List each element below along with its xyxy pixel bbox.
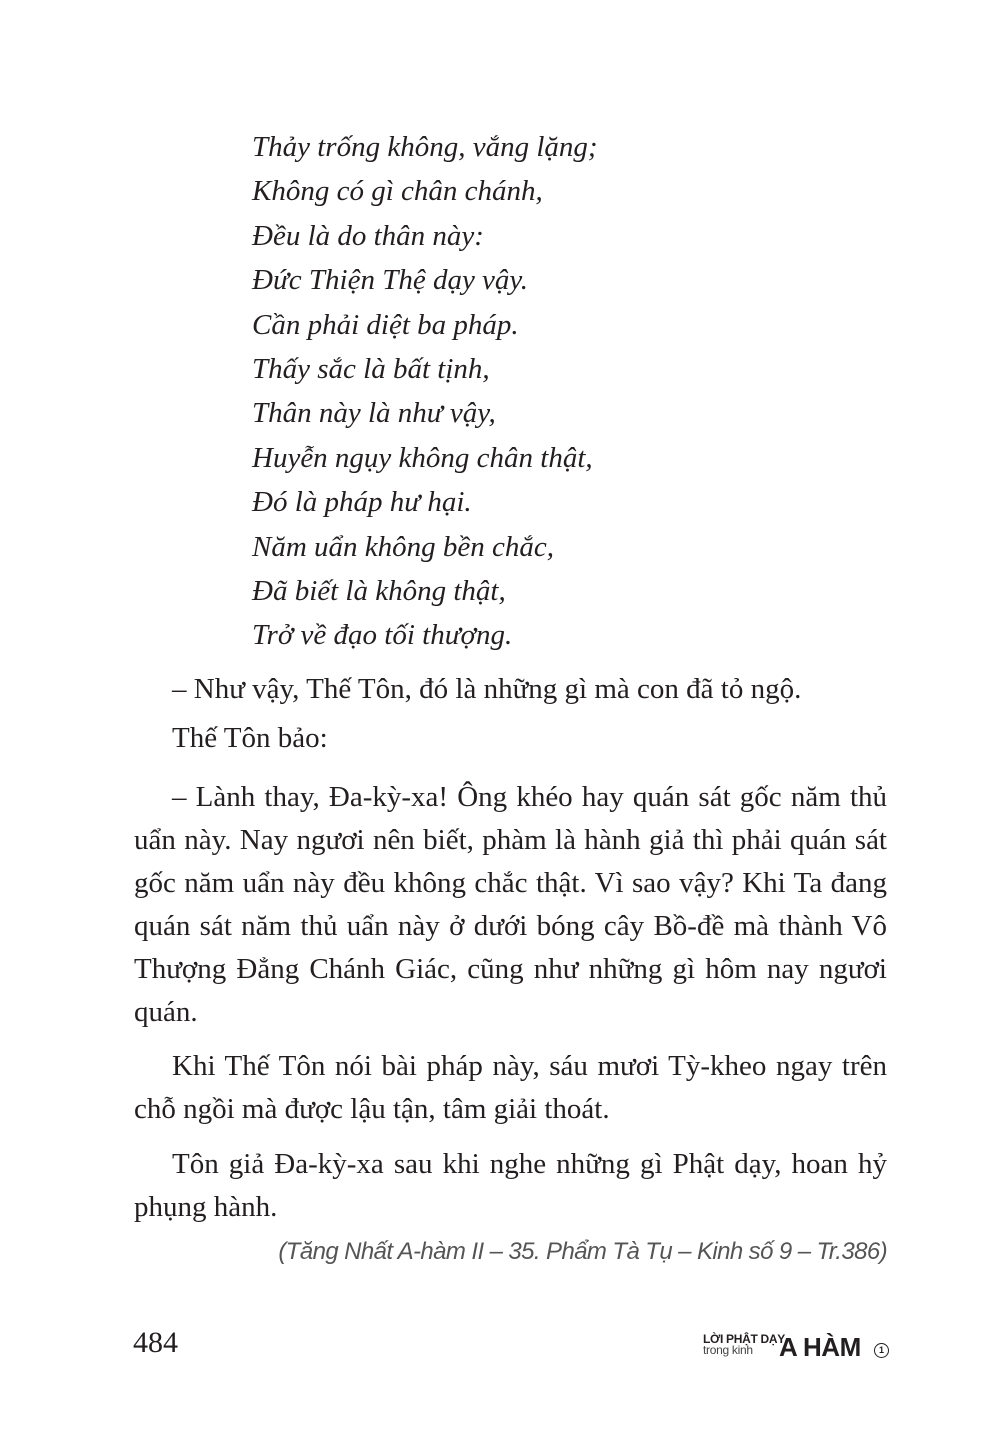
verse-line: Đã biết là không thật, [252,575,506,608]
paragraph-liberation: Khi Thế Tôn nói bài pháp này, sáu mươi Tỳ-kheo ngay trên chỗ ngồi mà được lậu tận, tâm giải thoát. [134,1050,887,1125]
verse-line: Thân này là như vậy, [252,397,496,430]
source-citation: (Tăng Nhất A-hàm II – 35. Phẩm Tà Tụ – Kinh số 9 – Tr.386) [278,1238,887,1265]
verse-line: Đức Thiện Thệ dạy vậy. [252,264,528,297]
verse-line: Năm uẩn không bền chắc, [252,530,555,563]
verse [252,125,598,658]
logo-line-2: trong kinh [703,1343,753,1357]
verse-line: Cần phải diệt ba pháp. [252,308,519,341]
verse-line: Đều là do thân này: [252,219,484,252]
paragraph-buddha-said: Thế Tôn bảo: [172,722,328,754]
page-number: 484 [133,1326,178,1359]
logo-title: A HÀM [779,1332,861,1362]
verse-line: Thấy sắc là bất tịnh, [252,353,490,386]
logo-line-1: LỜI PHẬT DẠY [703,1332,785,1346]
paragraph-closing: Tôn giả Đa-kỳ-xa sau khi nghe những gì Phật dạy, hoan hỷ phụng hành. [134,1148,887,1223]
verse-line: Đó là pháp hư hại. [252,486,472,519]
verse-line: Không có gì chân chánh, [252,175,543,208]
paragraph-response: – Như vậy, Thế Tôn, đó là những gì mà con đã tỏ ngộ. [172,673,802,705]
verse-line: Huyễn ngụy không chân thật, [252,441,593,474]
paragraph-teaching: – Lành thay, Đa-kỳ-xa! Ông khéo hay quán sát gốc năm thủ uẩn này. Nay ngươi nên biết, phàm là hành giả thì phải quán sát gốc năm uẩn này đều không chắc thật. Vì sao vậy? Khi Ta đang quán sát năm thủ uẩn này ở dưới bóng cây Bồ-đề mà thành Vô Thượng Đẳng Chánh Giác, cũng như những gì hôm nay ngươi quán. [134,781,887,1028]
volume-badge: 1 [874,1343,889,1358]
verse-line: Thảy trống không, vắng lặng; [252,131,598,163]
verse-line: Trở về đạo tối thượng. [252,619,513,652]
